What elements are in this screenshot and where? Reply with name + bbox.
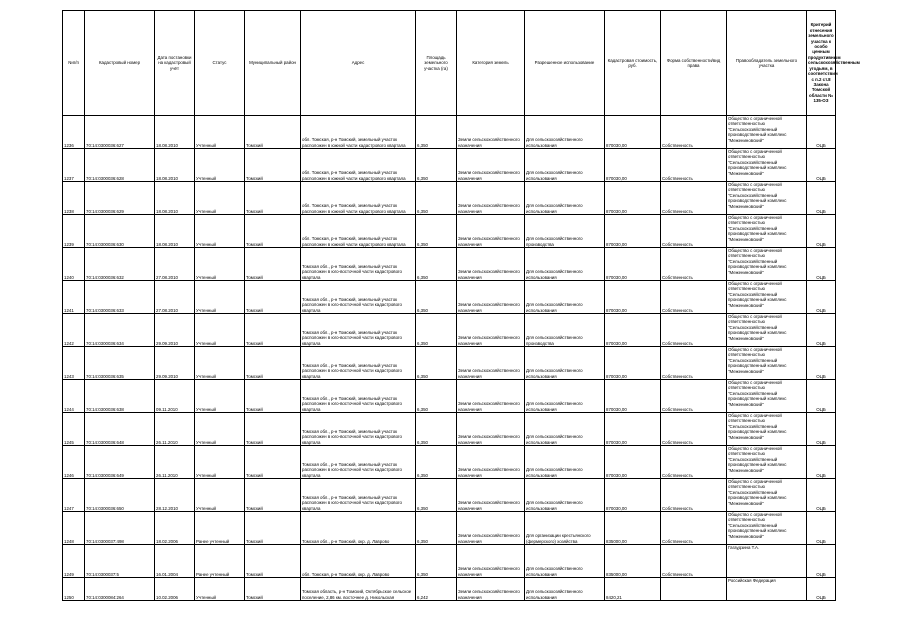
cell-cadastral-number: 70:14:0300036:630: [85, 215, 155, 248]
cell-district: Томский: [245, 314, 301, 347]
cell-registration-date: 10.02.2006: [155, 578, 195, 601]
cell-permitted-use: Для сельскохозяйственного использования: [525, 149, 605, 182]
cell-land-category: Земли сельскохозяйственного назначения: [457, 281, 525, 314]
table-row: [63, 413, 836, 446]
cell-owner: Общество с ограниченной ответственностью "Сельскохозяйственный производственный комплекс "Межениновский": [727, 446, 807, 479]
cell-address: Томская обл., р-н Томский, земельный участок расположен в юго-восточной части кадастрового квартала: [301, 413, 416, 446]
cell-number: 1240: [63, 248, 85, 281]
cell-district: Томский: [245, 380, 301, 413]
cell-land-category: Земли сельскохозяйственного назначения: [457, 413, 525, 446]
cell-district: Томский: [245, 545, 301, 578]
cell-status: Учтенный: [195, 149, 245, 182]
cell-cadastral-number: 70:14:0300036:629: [85, 182, 155, 215]
cell-owner: Общество с ограниченной ответственностью "Сельскохозяйственный производственный комплекс "Межениновский": [727, 413, 807, 446]
cell-registration-date: 18.08.2010: [155, 116, 195, 149]
cell-cadastral-cost: 870030,00: [605, 314, 661, 347]
cell-criterion: ОЦБ: [807, 413, 836, 446]
cell-district: Томский: [245, 182, 301, 215]
cell-land-category: Земли сельскохозяйственного назначения: [457, 248, 525, 281]
cell-status: Учтенный: [195, 248, 245, 281]
cell-address: Томская обл., р-н Томский, земельный участок расположен в юго-восточной части кадастрового квартала: [301, 248, 416, 281]
cell-area: 6,350: [416, 446, 457, 479]
header-criterion: Критерий отнесения земельного участка к особо ценным продуктивным сельскохозяйственным угодьям, в соответствии с п.2 ст.8 Закона Томской области № 135-ОЗ: [807, 11, 836, 116]
header-status: Статус: [195, 11, 245, 116]
cell-cadastral-cost: 8420,21: [605, 578, 661, 601]
cell-ownership-form: Собственность: [661, 380, 727, 413]
table-header-row: [63, 11, 836, 116]
cell-land-category: Земли сельскохозяйственного назначения: [457, 215, 525, 248]
cell-address: Томская обл., р-н Томский, земельный участок расположен в юго-восточной части кадастрового квартала: [301, 479, 416, 512]
cell-criterion: ОЦБ: [807, 578, 836, 601]
cell-status: Учтенный: [195, 479, 245, 512]
cell-cadastral-cost: 870030,00: [605, 347, 661, 380]
cell-district: Томский: [245, 446, 301, 479]
cell-cadastral-cost: 870030,00: [605, 413, 661, 446]
cell-number: 1236: [63, 116, 85, 149]
cell-address: обл. Томская, р-н Томский, земельный участок расположен в южной части кадастрового квартала: [301, 116, 416, 149]
cell-permitted-use: Для сельскохозяйственного использования: [525, 347, 605, 380]
cell-area: 6,350: [416, 413, 457, 446]
cell-ownership-form: Собственность: [661, 215, 727, 248]
cell-owner: Общество с ограниченной ответственностью "Сельскохозяйственный производственный комплекс "Межениновский": [727, 281, 807, 314]
cell-land-category: Земли сельскохозяйственного назначения: [457, 512, 525, 545]
cell-land-category: Земли сельскохозяйственного назначения: [457, 380, 525, 413]
cell-registration-date: 16.01.2004: [155, 545, 195, 578]
header-district: Муниципальный район: [245, 11, 301, 116]
cell-status: Учтенный: [195, 380, 245, 413]
cell-owner: Российская Федерация: [727, 578, 807, 601]
cell-status: Учтенный: [195, 281, 245, 314]
cell-number: 1237: [63, 149, 85, 182]
cell-registration-date: 18.08.2010: [155, 215, 195, 248]
cell-cadastral-number: 70:14:0300037:498: [85, 512, 155, 545]
cell-owner: Общество с ограниченной ответственностью "Сельскохозяйственный производственный комплекс "Межениновский": [727, 479, 807, 512]
table-row: [63, 149, 836, 182]
cell-registration-date: 18.08.2010: [155, 149, 195, 182]
cell-land-category: Земли сельскохозяйственного назначения: [457, 446, 525, 479]
cell-permitted-use: Для сельскохозяйственного использования: [525, 182, 605, 215]
cell-cadastral-cost: 835000,00: [605, 512, 661, 545]
cell-status: Учтенный: [195, 314, 245, 347]
header-ownership-form: Форма собственности/вид права: [661, 11, 727, 116]
cell-criterion: ОЦБ: [807, 281, 836, 314]
cell-owner: Гагаудзина Т.А.: [727, 545, 807, 578]
cell-registration-date: 27.08.2010: [155, 248, 195, 281]
cell-criterion: ОЦБ: [807, 182, 836, 215]
cell-cadastral-cost: 870030,00: [605, 182, 661, 215]
cell-cadastral-number: 70:14:0300036:649: [85, 446, 155, 479]
table-row: [63, 347, 836, 380]
cell-district: Томский: [245, 149, 301, 182]
header-cadastral-number: Кадастровый номер: [85, 11, 155, 116]
cell-number: 1241: [63, 281, 85, 314]
cell-criterion: ОЦБ: [807, 380, 836, 413]
header-land-category: Категория земель: [457, 11, 525, 116]
cell-number: 1247: [63, 479, 85, 512]
table-row: [63, 512, 836, 545]
cell-land-category: Земли сельскохозяйственного назначения: [457, 116, 525, 149]
cell-status: Учтенный: [195, 116, 245, 149]
table-row: [63, 380, 836, 413]
header-cadastral-cost: Кадастровая стоимость, руб.: [605, 11, 661, 116]
cell-cadastral-cost: 870030,00: [605, 281, 661, 314]
cell-cadastral-cost: 835000,00: [605, 545, 661, 578]
cell-status: Учтенный: [195, 578, 245, 601]
cell-criterion: ОЦБ: [807, 545, 836, 578]
table-row: [63, 545, 836, 578]
cell-registration-date: 27.08.2010: [155, 281, 195, 314]
header-registration-date: Дата постановки на кадастровый учёт: [155, 11, 195, 116]
cell-owner: Общество с ограниченной ответственностью "Сельскохозяйственный производственный комплекс "Межениновский": [727, 215, 807, 248]
cell-number: 1239: [63, 215, 85, 248]
cell-ownership-form: Собственность: [661, 545, 727, 578]
cell-land-category: Земли сельскохозяйственного назначения: [457, 347, 525, 380]
cell-address: обл. Томская, р-н Томский, земельный участок расположен в южной части кадастрового квартала: [301, 149, 416, 182]
cell-permitted-use: Для сельскохозяйственного производства: [525, 314, 605, 347]
cell-ownership-form: Собственность: [661, 446, 727, 479]
cell-criterion: ОЦБ: [807, 512, 836, 545]
cell-criterion: ОЦБ: [807, 446, 836, 479]
cell-permitted-use: Для сельскохозяйственного производства: [525, 215, 605, 248]
cell-cadastral-cost: 870030,00: [605, 446, 661, 479]
cell-status: Учтенный: [195, 413, 245, 446]
cell-status: Ранее учтенный: [195, 545, 245, 578]
cell-district: Томский: [245, 281, 301, 314]
header-number: №п/п: [63, 11, 85, 116]
cell-ownership-form: Собственность: [661, 512, 727, 545]
cell-area: 6,350: [416, 380, 457, 413]
cell-cadastral-cost: 870030,00: [605, 116, 661, 149]
cell-area: 6,350: [416, 281, 457, 314]
cell-district: Томский: [245, 413, 301, 446]
cell-ownership-form: Собственность: [661, 248, 727, 281]
cell-number: 1250: [63, 578, 85, 601]
cell-address: Томская обл., р-н Томский, земельный участок расположен в юго-восточной части кадастрового квартала: [301, 446, 416, 479]
cell-registration-date: 26.11.2010: [155, 413, 195, 446]
cell-permitted-use: Для сельскохозяйственного использования: [525, 545, 605, 578]
cell-ownership-form: Собственность: [661, 314, 727, 347]
cell-status: Учтенный: [195, 446, 245, 479]
cell-number: 1238: [63, 182, 85, 215]
cell-owner: Общество с ограниченной ответственностью "Сельскохозяйственный производственный комплекс "Межениновский": [727, 182, 807, 215]
cell-status: Ранее учтенный: [195, 512, 245, 545]
cell-cadastral-number: 70:14:0300036:632: [85, 248, 155, 281]
cell-permitted-use: Для организации крестьянского (фермерского) хозяйства: [525, 512, 605, 545]
cell-permitted-use: Для сельскохозяйственного использования: [525, 116, 605, 149]
table-row: [63, 578, 836, 601]
cell-criterion: ОЦБ: [807, 116, 836, 149]
cell-owner: Общество с ограниченной ответственностью "Сельскохозяйственный производственный комплекс "Межениновский": [727, 347, 807, 380]
cell-cadastral-number: 70:14:0300036:648: [85, 413, 155, 446]
cell-area: 6,350: [416, 512, 457, 545]
cell-number: 1244: [63, 380, 85, 413]
cell-permitted-use: Для сельскохозяйственного использования: [525, 578, 605, 601]
cell-cadastral-cost: 870030,00: [605, 248, 661, 281]
cell-address: Томская область, р-н Томский, Октябрьское сельское поселение, 2,86 км. восточнее д. Никольская: [301, 578, 416, 601]
cell-district: Томский: [245, 578, 301, 601]
cell-permitted-use: Для сельскохозяйственного использования: [525, 446, 605, 479]
cell-area: 6,350: [416, 182, 457, 215]
cell-ownership-form: [661, 578, 727, 601]
cell-ownership-form: Собственность: [661, 182, 727, 215]
cell-registration-date: 18.02.2006: [155, 512, 195, 545]
cell-address: Томская обл., р-н Томский, окр. д. Лаврово: [301, 512, 416, 545]
cell-cadastral-number: 70:14:0300036:650: [85, 479, 155, 512]
cell-cadastral-cost: 870030,00: [605, 215, 661, 248]
cell-criterion: ОЦБ: [807, 215, 836, 248]
cell-owner: Общество с ограниченной ответственностью "Сельскохозяйственный производственный комплекс "Межениновский": [727, 314, 807, 347]
cell-registration-date: 29.09.2010: [155, 347, 195, 380]
cell-registration-date: 28.12.2010: [155, 479, 195, 512]
cell-cadastral-number: 70:14:0300036:628: [85, 149, 155, 182]
cell-land-category: Земли сельскохозяйственного назначения: [457, 182, 525, 215]
cell-cadastral-number: 70:14:0300036:627: [85, 116, 155, 149]
cell-registration-date: 18.08.2010: [155, 182, 195, 215]
cell-area: 6,350: [416, 479, 457, 512]
cell-address: обл. Томская, р-н Томский, земельный участок расположен в южной части кадастрового квартала: [301, 182, 416, 215]
cell-permitted-use: Для сельскохозяйственного использования: [525, 248, 605, 281]
cell-district: Томский: [245, 116, 301, 149]
cell-owner: Общество с ограниченной ответственностью "Сельскохозяйственный производственный комплекс "Межениновский": [727, 149, 807, 182]
cell-number: 1249: [63, 545, 85, 578]
cell-district: Томский: [245, 215, 301, 248]
header-address: Адрес: [301, 11, 416, 116]
cell-land-category: Земли сельскохозяйственного назначения: [457, 545, 525, 578]
cell-address: Томская обл., р-н Томский, земельный участок расположен в юго-восточной части кадастрового квартала: [301, 347, 416, 380]
cell-permitted-use: Для сельскохозяйственного использования: [525, 281, 605, 314]
cell-registration-date: 26.11.2010: [155, 446, 195, 479]
cell-area: 6,350: [416, 314, 457, 347]
cell-address: обл. Томская, р-н Томский, окр. д. Лаврово: [301, 545, 416, 578]
cell-cadastral-number: 70:14:0300037:5: [85, 545, 155, 578]
cell-area: 6,350: [416, 149, 457, 182]
cell-cadastral-number: 70:14:0300036:635: [85, 347, 155, 380]
cell-cadastral-number: 70:14:0300036:634: [85, 314, 155, 347]
cell-ownership-form: Собственность: [661, 116, 727, 149]
cell-land-category: Земли сельскохозяйственного назначения: [457, 578, 525, 601]
table-row: [63, 215, 836, 248]
cell-cadastral-cost: 870030,00: [605, 149, 661, 182]
cell-address: Томская обл., р-н Томский, земельный участок расположен в юго-восточной части кадастрового квартала: [301, 314, 416, 347]
cell-district: Томский: [245, 479, 301, 512]
cell-ownership-form: Собственность: [661, 347, 727, 380]
cell-cadastral-cost: 870030,00: [605, 380, 661, 413]
table-row: [63, 314, 836, 347]
cell-address: Томская обл., р-н Томский, земельный участок расположен в юго-восточной части кадастрового квартала: [301, 380, 416, 413]
cell-criterion: ОЦБ: [807, 479, 836, 512]
header-area: Площадь земельного участка (га): [416, 11, 457, 116]
cell-area: 6,350: [416, 116, 457, 149]
cell-criterion: ОЦБ: [807, 347, 836, 380]
cell-area: 6,350: [416, 545, 457, 578]
cell-ownership-form: Собственность: [661, 479, 727, 512]
cell-registration-date: 09.11.2010: [155, 380, 195, 413]
table-row: [63, 446, 836, 479]
cell-owner: Общество с ограниченной ответственностью "Сельскохозяйственный производственный комплекс "Межениновский": [727, 248, 807, 281]
cell-land-category: Земли сельскохозяйственного назначения: [457, 479, 525, 512]
cell-address: обл. Томская, р-н Томский, земельный участок расположен в южной части кадастрового квартала: [301, 215, 416, 248]
cell-area: 6,350: [416, 248, 457, 281]
cell-owner: Общество с ограниченной ответственностью "Сельскохозяйственный производственный комплекс "Межениновский": [727, 116, 807, 149]
cell-ownership-form: Собственность: [661, 281, 727, 314]
cell-ownership-form: Собственность: [661, 149, 727, 182]
cell-criterion: ОЦБ: [807, 314, 836, 347]
cell-area: 6,350: [416, 215, 457, 248]
table-row: [63, 281, 836, 314]
cell-land-category: Земли сельскохозяйственного назначения: [457, 149, 525, 182]
header-permitted-use: Разрешенное использование: [525, 11, 605, 116]
header-owner: Правообладатель земельного участка: [727, 11, 807, 116]
cell-cadastral-number: 70:14:0300084:264: [85, 578, 155, 601]
cell-permitted-use: Для сельскохозяйственного использования: [525, 380, 605, 413]
cell-number: 1243: [63, 347, 85, 380]
cell-owner: Общество с ограниченной ответственностью "Сельскохозяйственный производственный комплекс "Межениновский": [727, 512, 807, 545]
land-parcels-table: [62, 10, 860, 601]
cell-land-category: Земли сельскохозяйственного назначения: [457, 314, 525, 347]
table-row: [63, 248, 836, 281]
cell-area: 6,350: [416, 347, 457, 380]
table-row: [63, 116, 836, 149]
cell-district: Томский: [245, 248, 301, 281]
cell-number: 1242: [63, 314, 85, 347]
cell-district: Томский: [245, 347, 301, 380]
cell-cadastral-cost: 870030,00: [605, 479, 661, 512]
cell-number: 1245: [63, 413, 85, 446]
cell-area: 6,242: [416, 578, 457, 601]
cell-number: 1248: [63, 512, 85, 545]
table-row: [63, 479, 836, 512]
cell-permitted-use: Для сельскохозяйственного использования: [525, 413, 605, 446]
cell-permitted-use: Для сельскохозяйственного использования: [525, 479, 605, 512]
cell-district: Томский: [245, 512, 301, 545]
cell-registration-date: 29.09.2010: [155, 314, 195, 347]
cell-status: Учтенный: [195, 215, 245, 248]
table-row: [63, 182, 836, 215]
cell-status: Учтенный: [195, 347, 245, 380]
cell-status: Учтенный: [195, 182, 245, 215]
cell-ownership-form: Собственность: [661, 413, 727, 446]
cell-criterion: ОЦБ: [807, 248, 836, 281]
cell-number: 1246: [63, 446, 85, 479]
cell-criterion: ОЦБ: [807, 149, 836, 182]
cell-cadastral-number: 70:14:0300036:633: [85, 281, 155, 314]
cell-address: Томская обл., р-н Томский, земельный участок расположен в юго-восточной части кадастрового квартала: [301, 281, 416, 314]
cell-owner: Общество с ограниченной ответственностью "Сельскохозяйственный производственный комплекс "Межениновский": [727, 380, 807, 413]
cell-cadastral-number: 70:14:0300036:638: [85, 380, 155, 413]
